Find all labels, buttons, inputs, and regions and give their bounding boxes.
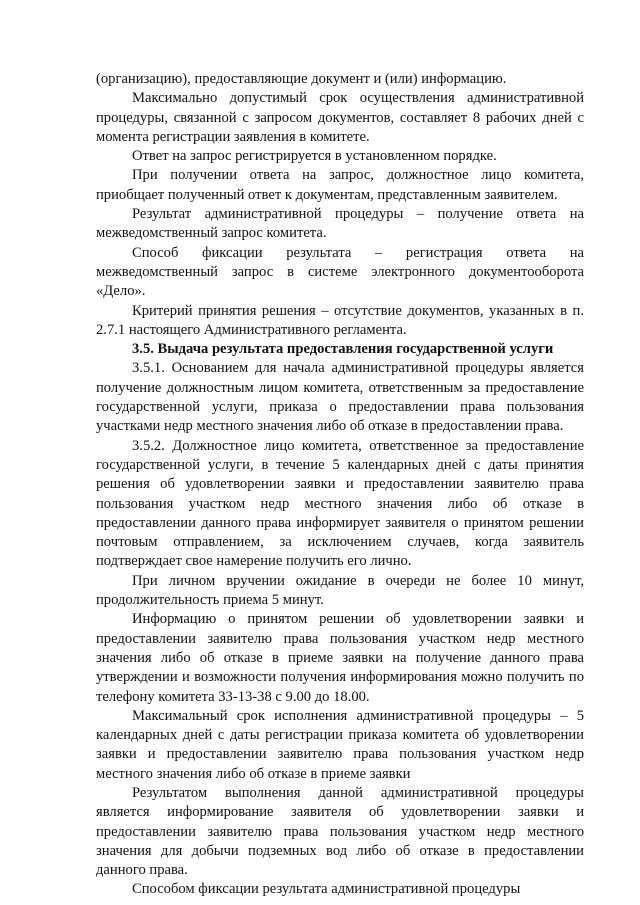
section-heading-3-5: 3.5. Выдача результата предоставления государственной услуги	[132, 341, 554, 358]
paragraph-phone-info: Информацию о принятом решении об удовлетворении заявки и предоставлении заявителю права пользования участком недр местного значения либо об отказе в приеме заявки на получение данного права утверждении и возможности получения информирования можно получить по телефону комитета 33-13-38 с 9.00 до 18.00.	[96, 611, 584, 705]
paragraph-fixation-method: Способ фиксации результата – регистрация ответа на межведомственный запрос в системе электронного документооборота «Дело».	[96, 244, 584, 300]
paragraph-personal-delivery: При личном вручении ожидание в очереди не более 10 минут, продолжительность приема 5 минут.	[96, 572, 584, 609]
paragraph-execution-result: Результатом выполнения данной административной процедуры является информирование заявителя об удовлетворении заявки и предоставлении заявителю права пользования участком недр местного значения для добычи подземных вод либо об отказе в предоставлении данного права.	[96, 784, 584, 879]
paragraph-procedure-result: Результат административной процедуры – получение ответа на межведомственный запрос комитета.	[96, 206, 584, 242]
paragraph-fixation-method-final: Способом фиксации результата административной процедуры	[132, 881, 521, 898]
paragraph-decision-criterion: Критерий принятия решения – отсутствие документов, указанных в п. 2.7.1 настоящего Административного регламента.	[96, 302, 584, 338]
paragraph-continuation: (организацию), предоставляющие документ и (или) информацию.	[96, 71, 507, 87]
paragraph-3-5-2: 3.5.2. Должностное лицо комитета, ответственное за предоставление государственной услуги, в течение 5 календарных дней с даты принятия решения об удовлетворении заявки и предоставлении заявителю права пользования участком недр местного значения либо об отказе в предоставлении данного права информирует заявителя о принятом решении почтовым отправлением, за исключением случаев, когда заявитель подтверждает свое намерение получить его лично.	[96, 437, 584, 570]
paragraph-3-5-1: 3.5.1. Основанием для начала административной процедуры является получение должностным лицом комитета, ответственным за предоставление государственной услуги, приказа о предоставлении права пользования участками недр местного значения либо об отказе в предоставлении права.	[96, 360, 584, 435]
document-page	[96, 70, 584, 900]
paragraph-max-term-requests: Максимально допустимый срок осуществления административной процедуры, связанной с запросом документов, составляет 8 рабочих дней с момента регистрации заявления в комитете.	[96, 90, 584, 145]
paragraph-max-term-execution: Максимальный срок исполнения административной процедуры – 5 календарных дней с даты регистрации приказа комитета об удовлетворении заявки и предоставлении заявителю права пользования участком недр местного значения либо об отказе в приеме заявки	[96, 707, 584, 782]
paragraph-response-registration: Ответ на запрос регистрируется в установленном порядке.	[132, 148, 497, 165]
paragraph-response-attach: При получении ответа на запрос, должностное лицо комитета, приобщает полученный ответ к документам, представленным заявителем.	[96, 167, 584, 203]
